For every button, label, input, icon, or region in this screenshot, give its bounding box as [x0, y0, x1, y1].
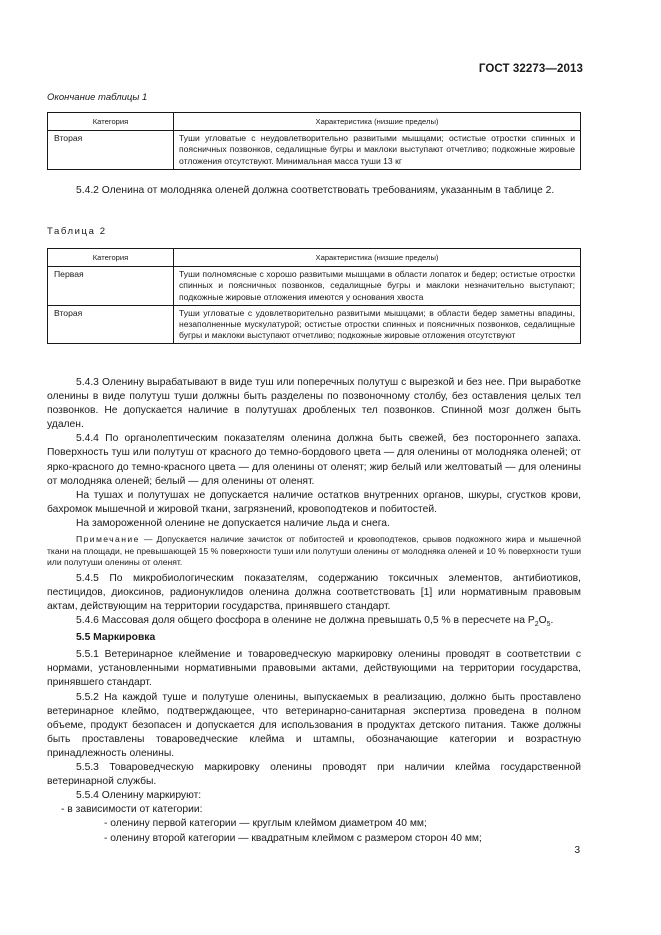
paragraph-5-4-6	[47, 614, 581, 628]
table2-header-characteristic: Характеристика (низшие пределы)	[174, 249, 581, 267]
table2-cell-category: Первая	[48, 267, 174, 306]
list-item-level2: - оленину первой категории — круглым клеймом диаметром 40 мм;	[104, 818, 427, 830]
paragraph-5-5-3: 5.5.3 Товароведческую маркировку оленины проводят при наличии клейма государственной ветеринарной службы.	[47, 762, 581, 788]
table1-header-characteristic: Характеристика (низшие пределы)	[174, 113, 581, 131]
paragraph-5-4-3: 5.4.3 Оленину вырабатывают в виде туш или поперечных полутуш с вырезкой и без нее. При выработке оленины в виде полутуш туши должны быть разделены по позвоночному столбу, без оставления целых тел позвонков. Не допускается наличие в полутушах дробленых тел позвонков. Спинной мозг должен быть удален.	[47, 377, 581, 431]
p546-end: .	[550, 615, 554, 627]
body-text	[47, 376, 581, 846]
note-text: — Допускается наличие зачисток от побитостей и кровоподтеков, срывов подкожного жира и мышечной ткани на площади, не превышающей 15 % поверхности туши или полутуши оленины от молодняка оленей и 10 % поверхности туши или полутуши оленины от оленят.	[47, 534, 581, 568]
note-label: Примечание	[76, 534, 140, 545]
standard-code: ГОСТ 32273—2013	[478, 63, 583, 75]
paragraph-5-4-5: 5.4.5 По микробиологическим показателям, содержанию токсичных элементов, антибиотиков, пестицидов, диоксинов, радионуклидов оленина должна соответствовать [1] или нормативным правовым актам, действующим на территории государства, принявшего стандарт.	[47, 572, 581, 612]
p546-mid: O	[538, 615, 547, 627]
table2-caption: Таблица 2	[47, 226, 107, 237]
note	[47, 534, 581, 569]
table1-cell-description: Туши угловатые с неудовлетворительно развитыми мышцами; остистые отростки спинных и поясничных позвонков, седалищные бугры и маклоки выступают отчетливо; подкожные жировые отложения отсутствуют. Минимальная масса туши 13 кг	[174, 131, 581, 170]
paragraph-5-5-2: 5.5.2 На каждой туше и полутуше оленины, выпускаемых в реализацию, должно быть проставлено ветеринарное клеймо, подтверждающее, что ветеринарно-санитарная экспертиза проведена в полном объеме, продукт безопасен и допускается для использования в продуктах детского питания. Также должны быть проставлены товароведческие клейма и штампы, обозначающие категории и возрастную принадлежность оленины.	[47, 691, 581, 759]
table1-caption: Окончание таблицы 1	[47, 92, 148, 103]
table1-cell-category: Вторая	[48, 131, 174, 170]
paragraph-5-5-4: 5.5.4 Оленину маркируют:	[76, 790, 202, 802]
table1-header-category: Категория	[48, 113, 174, 131]
table1-header-row	[48, 113, 581, 131]
paragraph-5-4-4: 5.4.4 По органолептическим показателям оленина должна быть свежей, без постороннего запаха. Поверхность туш или полутуш от красного до темно-бордового цвета — для оленины от молодняка оленей; от ярко-красного до темно-красного цвета — для оленины от оленят; жир белый или желтоватый — для оленины от молодняка оленей; белый — для оленины от оленят.	[47, 433, 581, 487]
p546-sub1: 2	[534, 621, 539, 629]
page-number: 3	[574, 845, 580, 856]
table1	[47, 112, 581, 170]
table2-cell-description: Туши полномясные с хорошо развитыми мышцами в области лопаток и бедер; остистые отростки спинных и поясничных позвонков, седалищные бугры и маклоки незначительно выступают; подкожные жировые отложения имеются у основания хвоста	[174, 267, 581, 306]
paragraph-5-4-2-block	[47, 184, 581, 198]
table-row	[48, 131, 581, 170]
p546-sub2: 5	[546, 621, 551, 629]
p546-text: 5.4.6 Массовая доля общего фосфора в оленине не должна превышать 0,5 % в пересчете на P	[76, 615, 535, 627]
section-heading-5-5: 5.5 Маркировка	[76, 632, 156, 644]
paragraph-frozen: На замороженной оленине не допускается наличие льда и снега.	[76, 517, 390, 529]
paragraph-5-5-1: 5.5.1 Ветеринарное клеймение и товароведческую маркировку оленины проводят в соответствии с нормами, установленными нормативными правовыми актами, действующими на территории государства, принявшего стандарт.	[47, 649, 581, 689]
table-row	[48, 267, 581, 306]
table2-header-category: Категория	[48, 249, 174, 267]
list-item-level2: - оленину второй категории — квадратным клеймом с размером сторон 40 мм;	[104, 832, 482, 844]
paragraph-5-4-2: 5.4.2 Оленина от молодняка оленей должна соответствовать требованиям, указанным в таблице 2.	[76, 185, 555, 196]
table2	[47, 248, 581, 344]
paragraph-carcass-defects: На тушах и полутушах не допускается наличие остатков внутренних органов, шкуры, сгустков крови, бахромок мышечной и жировой ткани, загрязнений, кровоподтеков и побитостей.	[47, 489, 581, 515]
table-row	[48, 305, 581, 344]
list-item-level1: - в зависимости от категории:	[61, 804, 203, 816]
table2-cell-description: Туши угловатые с удовлетворительно развитыми мышцами; в области бедер заметны впадины, незаполненные мускулатурой; остистые отростки спинных и поясничных позвонков, седалищные бугры и маклоки выступают отчетливо; подкожные жировые отложения отсутствуют	[174, 305, 581, 344]
table2-cell-category: Вторая	[48, 305, 174, 344]
table2-header-row	[48, 249, 581, 267]
